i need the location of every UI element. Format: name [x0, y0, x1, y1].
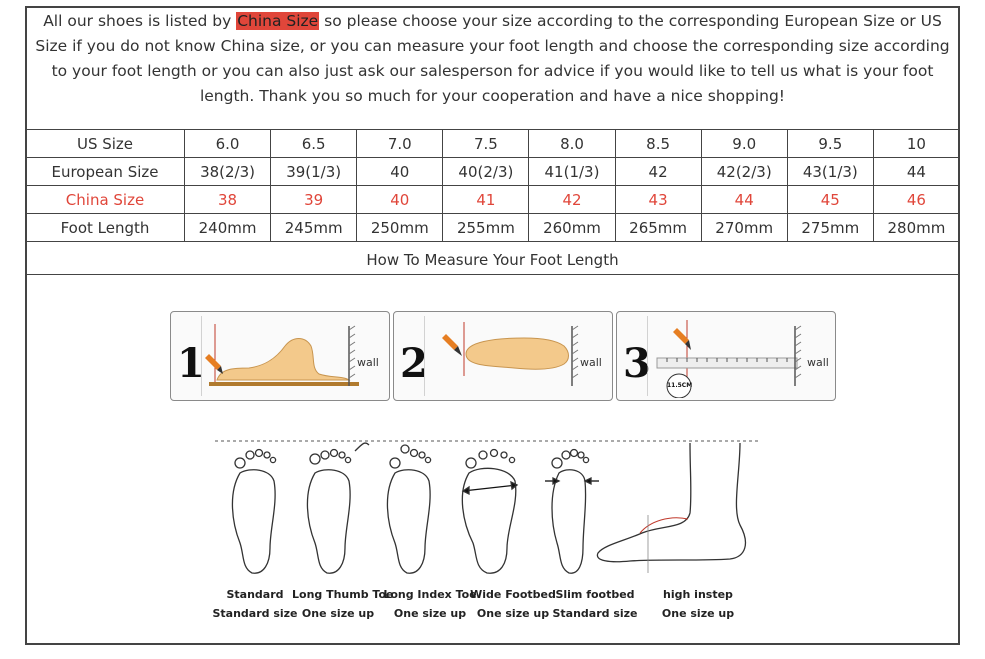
notice-text-rest: so please choose your size according to the corresponding European Size or US Size if you do not know China size, or you can measure your foot length and choose the corresponding size according to your foot length or you can also just ask our salesperson for advice if you would like to tell us what is your foot length. Thank you so much for your cooperation and have a nice shopping!: [35, 12, 950, 105]
table-cell: 46: [873, 186, 959, 214]
foot-type-name: Slim footbed: [555, 588, 635, 601]
table-cell: 39(1/3): [271, 158, 357, 186]
table-cell: 240mm: [185, 214, 271, 242]
table-cell: 250mm: [357, 214, 443, 242]
table-cell: 265mm: [615, 214, 701, 242]
table-cell: 45: [787, 186, 873, 214]
table-cell: 43(1/3): [787, 158, 873, 186]
table-cell: 42: [615, 158, 701, 186]
row-header: European Size: [26, 158, 185, 186]
notice-text-start: All our shoes is listed by: [43, 12, 237, 30]
foot-type-advice: Standard size: [552, 607, 638, 620]
table-cell: 43: [615, 186, 701, 214]
foot-type-name: Long Thumb Toe: [292, 588, 394, 601]
table-cell: 7.0: [357, 130, 443, 158]
row-header: US Size: [26, 130, 185, 158]
foot-length-row: [26, 214, 960, 242]
table-cell: 40: [357, 186, 443, 214]
table-cell: 40(2/3): [443, 158, 529, 186]
table-cell: 270mm: [701, 214, 787, 242]
table-cell: 38: [185, 186, 271, 214]
foot-type-advice: One size up: [393, 607, 467, 620]
table-cell: 38(2/3): [185, 158, 271, 186]
table-cell: 6.5: [271, 130, 357, 158]
table-cell: 41: [443, 186, 529, 214]
table-cell: 260mm: [529, 214, 615, 242]
foot-type-advice: One size up: [476, 607, 550, 620]
table-cell: 42(2/3): [701, 158, 787, 186]
table-cell: 44: [873, 158, 959, 186]
wall-label: wall: [580, 356, 602, 369]
table-cell: 280mm: [873, 214, 959, 242]
table-cell: 7.5: [443, 130, 529, 158]
table-cell: 39: [271, 186, 357, 214]
foot-type-advice: Standard size: [212, 607, 298, 620]
china-size-row: [26, 186, 960, 214]
table-cell: 8.5: [615, 130, 701, 158]
foot-outlines: [210, 433, 770, 583]
step-number: 1: [177, 340, 205, 387]
table-cell: 40: [357, 158, 443, 186]
row-header: Foot Length: [26, 214, 185, 242]
foot-type-advice: One size up: [301, 607, 375, 620]
us-size-row: [26, 130, 960, 158]
foot-type-name: Standard: [226, 588, 284, 601]
wall-label: wall: [807, 356, 829, 369]
measure-section-title: How To Measure Your Foot Length: [25, 245, 960, 275]
china-size-highlight: China Size: [237, 12, 319, 30]
wall-label: wall: [357, 356, 379, 369]
measure-step-2: [393, 311, 613, 401]
measure-step-3: [616, 311, 836, 401]
foot-types-illustration: [210, 433, 770, 633]
table-cell: 245mm: [271, 214, 357, 242]
table-cell: 275mm: [787, 214, 873, 242]
foot-type-name: high instep: [663, 588, 733, 601]
foot-type-advice: One size up: [661, 607, 735, 620]
size-chart-table: [25, 129, 960, 242]
european-size-row: [26, 158, 960, 186]
size-notice: [27, 8, 958, 128]
table-cell: 255mm: [443, 214, 529, 242]
table-cell: 10: [873, 130, 959, 158]
table-cell: 8.0: [529, 130, 615, 158]
row-header: China Size: [26, 186, 185, 214]
table-cell: 42: [529, 186, 615, 214]
table-cell: 6.0: [185, 130, 271, 158]
table-cell: 41(1/3): [529, 158, 615, 186]
table-cell: 9.5: [787, 130, 873, 158]
step-number: 3: [623, 340, 651, 387]
foot-type-name: Wide Footbed: [470, 588, 556, 601]
step-number: 2: [400, 340, 428, 387]
table-cell: 44: [701, 186, 787, 214]
foot-type-name: Long Index Toe: [383, 588, 477, 601]
measure-value-label: 11.5CM: [667, 382, 693, 389]
measure-step-1: [170, 311, 390, 401]
table-cell: 9.0: [701, 130, 787, 158]
